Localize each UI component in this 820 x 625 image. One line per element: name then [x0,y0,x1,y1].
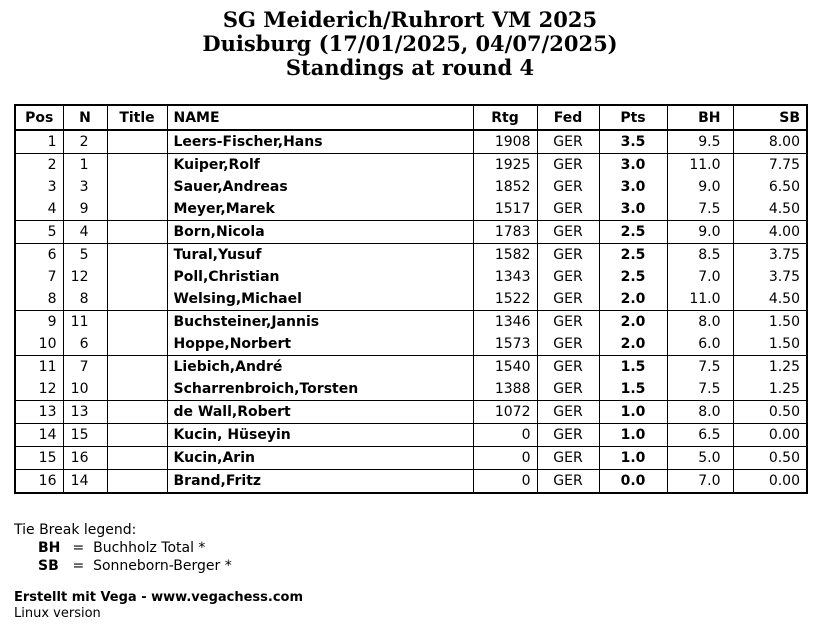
cell-title [107,333,167,356]
cell-pos: 16 [15,470,63,494]
cell-pos: 2 [15,154,63,177]
cell-name: Kucin,Arin [167,447,473,470]
cell-pos: 6 [15,244,63,267]
table-row [15,333,807,356]
cell-fed: GER [537,447,599,470]
cell-bh: 7.5 [667,356,733,379]
cell-n: 14 [63,470,107,494]
legend-abbr: SB [38,558,59,574]
cell-fed: GER [537,244,599,267]
cell-title [107,447,167,470]
cell-bh: 5.0 [667,447,733,470]
table-row [15,401,807,424]
cell-rtg: 1072 [473,401,537,424]
cell-title [107,266,167,288]
cell-title [107,311,167,334]
legend-desc: Buchholz Total * [93,540,206,556]
cell-rtg: 1346 [473,311,537,334]
cell-pos: 8 [15,288,63,311]
cell-n: 12 [63,266,107,288]
cell-fed: GER [537,154,599,177]
cell-title [107,378,167,401]
cell-rtg: 1783 [473,221,537,244]
cell-n: 15 [63,424,107,447]
table-row [15,198,807,221]
cell-pos: 12 [15,378,63,401]
cell-fed: GER [537,424,599,447]
cell-name: Poll,Christian [167,266,473,288]
cell-name: Brand,Fritz [167,470,473,494]
col-header-fed: Fed [537,105,599,130]
table-header-row [15,105,807,130]
standings-subtitle: Standings at round 4 [285,55,535,80]
cell-bh: 9.5 [667,130,733,154]
cell-n: 6 [63,333,107,356]
table-row [15,154,807,177]
cell-name: Meyer,Marek [167,198,473,221]
table-row [15,221,807,244]
cell-bh: 6.5 [667,424,733,447]
cell-title [107,470,167,494]
legend-item-bh [14,539,232,557]
col-header-name: NAME [167,105,473,130]
cell-pos: 15 [15,447,63,470]
cell-pts: 1.0 [599,447,667,470]
cell-sb: 4.00 [733,221,807,244]
table-row [15,447,807,470]
cell-sb: 4.50 [733,288,807,311]
cell-rtg: 1517 [473,198,537,221]
cell-pos: 9 [15,311,63,334]
cell-bh: 7.5 [667,198,733,221]
cell-bh: 8.0 [667,401,733,424]
cell-title [107,176,167,198]
cell-pts: 0.0 [599,470,667,494]
cell-bh: 11.0 [667,288,733,311]
cell-fed: GER [537,221,599,244]
table-row [15,424,807,447]
cell-fed: GER [537,356,599,379]
cell-rtg: 0 [473,470,537,494]
cell-fed: GER [537,288,599,311]
software-credit: Erstellt mit Vega - www.vegachess.com [14,590,304,605]
table-row [15,176,807,198]
cell-n: 2 [63,130,107,154]
cell-sb: 0.00 [733,470,807,494]
cell-title [107,288,167,311]
cell-title [107,244,167,267]
cell-name: de Wall,Robert [167,401,473,424]
col-header-pts: Pts [599,105,667,130]
cell-title [107,221,167,244]
cell-sb: 6.50 [733,176,807,198]
cell-fed: GER [537,198,599,221]
cell-n: 11 [63,311,107,334]
cell-bh: 8.0 [667,311,733,334]
cell-fed: GER [537,266,599,288]
cell-n: 3 [63,176,107,198]
cell-pos: 4 [15,198,63,221]
cell-name: Tural,Yusuf [167,244,473,267]
cell-pts: 3.0 [599,154,667,177]
cell-pts: 1.5 [599,356,667,379]
cell-pts: 1.0 [599,424,667,447]
cell-name: Kucin, Hüseyin [167,424,473,447]
cell-fed: GER [537,176,599,198]
cell-pts: 1.0 [599,401,667,424]
report-footer [14,590,303,622]
cell-n: 10 [63,378,107,401]
cell-bh: 6.0 [667,333,733,356]
cell-title [107,154,167,177]
table-row [15,288,807,311]
legend-equals: = [72,558,85,574]
cell-n: 4 [63,221,107,244]
cell-pts: 2.5 [599,221,667,244]
table-row [15,356,807,379]
tournament-location-dates: Duisburg (17/01/2025, 04/07/2025) [202,31,618,56]
col-header-rtg: Rtg [473,105,537,130]
cell-title [107,198,167,221]
cell-n: 7 [63,356,107,379]
tie-break-legend [14,521,232,575]
cell-title [107,424,167,447]
cell-sb: 1.25 [733,378,807,401]
standings-table [14,104,808,494]
col-header-n: N [63,105,107,130]
legend-item-sb [14,557,232,575]
col-header-sb: SB [733,105,807,130]
cell-n: 5 [63,244,107,267]
cell-pts: 2.5 [599,244,667,267]
cell-rtg: 1582 [473,244,537,267]
cell-bh: 7.5 [667,378,733,401]
legend-equals: = [72,540,85,556]
cell-pts: 3.0 [599,198,667,221]
cell-n: 9 [63,198,107,221]
cell-sb: 0.50 [733,447,807,470]
cell-sb: 3.75 [733,266,807,288]
cell-pos: 14 [15,424,63,447]
cell-rtg: 1925 [473,154,537,177]
legend-heading: Tie Break legend: [14,522,137,538]
cell-name: Liebich,André [167,356,473,379]
cell-pts: 3.5 [599,130,667,154]
cell-rtg: 1522 [473,288,537,311]
cell-pos: 13 [15,401,63,424]
cell-rtg: 0 [473,424,537,447]
cell-name: Hoppe,Norbert [167,333,473,356]
cell-pos: 3 [15,176,63,198]
cell-title [107,130,167,154]
table-row [15,378,807,401]
cell-fed: GER [537,333,599,356]
cell-sb: 8.00 [733,130,807,154]
col-header-bh: BH [667,105,733,130]
cell-rtg: 1573 [473,333,537,356]
cell-n: 16 [63,447,107,470]
cell-name: Welsing,Michael [167,288,473,311]
cell-sb: 3.75 [733,244,807,267]
cell-bh: 9.0 [667,221,733,244]
cell-bh: 8.5 [667,244,733,267]
table-row [15,266,807,288]
cell-name: Born,Nicola [167,221,473,244]
cell-pts: 3.0 [599,176,667,198]
col-header-pos: Pos [15,105,63,130]
tournament-title: SG Meiderich/Ruhrort VM 2025 [222,7,598,32]
cell-pos: 11 [15,356,63,379]
table-row [15,311,807,334]
cell-sb: 7.75 [733,154,807,177]
cell-fed: GER [537,130,599,154]
cell-rtg: 1908 [473,130,537,154]
cell-bh: 11.0 [667,154,733,177]
cell-fed: GER [537,401,599,424]
cell-pos: 10 [15,333,63,356]
software-version: Linux version [14,606,101,621]
col-header-title: Title [107,105,167,130]
cell-sb: 1.50 [733,311,807,334]
cell-pts: 2.0 [599,311,667,334]
cell-bh: 7.0 [667,266,733,288]
table-row [15,244,807,267]
cell-pts: 2.0 [599,288,667,311]
cell-pos: 5 [15,221,63,244]
cell-rtg: 0 [473,447,537,470]
cell-n: 1 [63,154,107,177]
cell-sb: 0.50 [733,401,807,424]
cell-pts: 2.0 [599,333,667,356]
cell-sb: 0.00 [733,424,807,447]
cell-bh: 9.0 [667,176,733,198]
cell-fed: GER [537,470,599,494]
report-header [0,8,820,80]
cell-rtg: 1540 [473,356,537,379]
cell-title [107,401,167,424]
cell-title [107,356,167,379]
cell-pos: 1 [15,130,63,154]
cell-sb: 1.50 [733,333,807,356]
cell-rtg: 1343 [473,266,537,288]
cell-rtg: 1852 [473,176,537,198]
cell-sb: 4.50 [733,198,807,221]
cell-pos: 7 [15,266,63,288]
cell-name: Leers-Fischer,Hans [167,130,473,154]
cell-rtg: 1388 [473,378,537,401]
cell-bh: 7.0 [667,470,733,494]
cell-name: Kuiper,Rolf [167,154,473,177]
table-row [15,130,807,154]
cell-n: 13 [63,401,107,424]
cell-pts: 1.5 [599,378,667,401]
legend-abbr: BH [38,540,61,556]
cell-fed: GER [537,311,599,334]
cell-name: Scharrenbroich,Torsten [167,378,473,401]
cell-name: Sauer,Andreas [167,176,473,198]
cell-n: 8 [63,288,107,311]
cell-fed: GER [537,378,599,401]
legend-desc: Sonneborn-Berger * [93,558,232,574]
cell-sb: 1.25 [733,356,807,379]
cell-pts: 2.5 [599,266,667,288]
table-row [15,470,807,494]
cell-name: Buchsteiner,Jannis [167,311,473,334]
